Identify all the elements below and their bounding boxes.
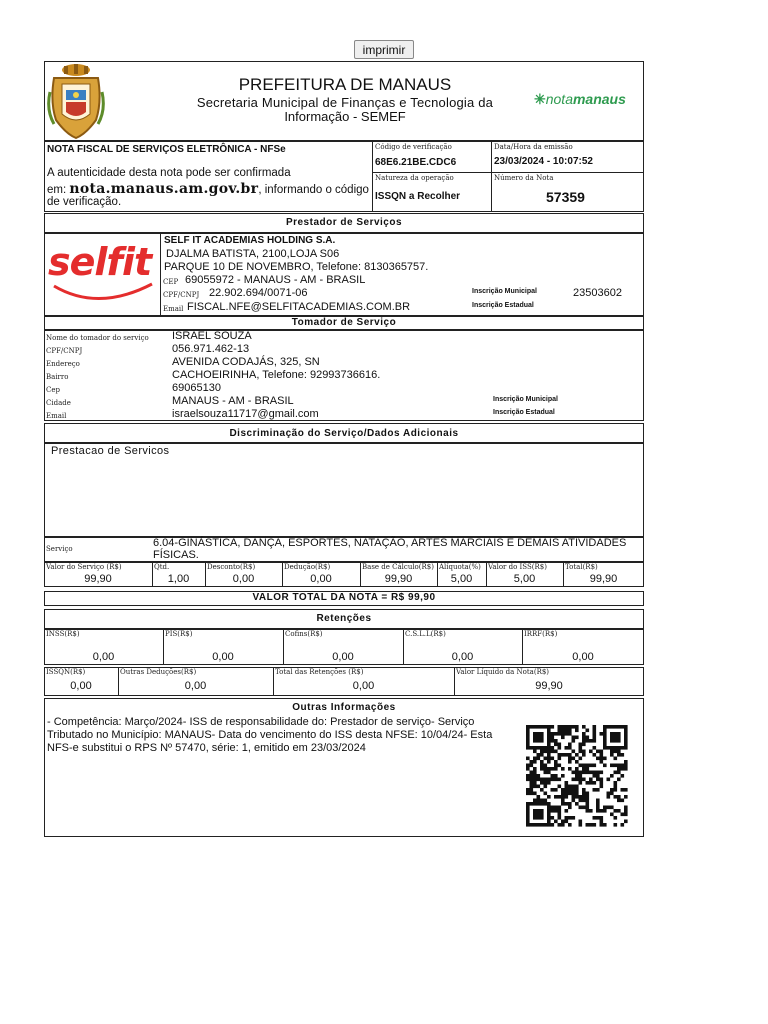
value-cell-label: Total(R$) [565, 563, 598, 571]
value-cell-value: 0,00 [232, 573, 255, 585]
provider-municipal-value: 23503602 [573, 287, 622, 299]
brand-suffix: manaus [572, 91, 626, 107]
verification-code-label: Código de verificação [375, 143, 452, 151]
retention-cell-label: Cofins(R$) [285, 630, 323, 638]
taker-municipal-label: Inscrição Municipal [493, 396, 558, 403]
note-number-label: Número da Nota [494, 174, 554, 182]
divider [372, 172, 644, 173]
taker-field-label: Endereço [46, 360, 80, 368]
value-cell-label: Valor do Serviço (R$) [46, 563, 122, 571]
value-cell-value: 99,90 [589, 573, 618, 585]
retention-cell-label: Outras Deduções(R$) [120, 668, 197, 676]
taker-field-label: Email [46, 412, 67, 420]
verification-code-value: 68E6.21BE.CDC6 [375, 157, 457, 168]
retention-cell-value: 0,00 [332, 651, 354, 663]
total-note-value: VALOR TOTAL DA NOTA = R$ 99,90 [252, 592, 436, 603]
other-info-line-1: - Competência: Março/2024- ISS de responsabilidade do: Prestador de serviço- Serviço [47, 716, 475, 728]
print-button[interactable]: imprimir [354, 40, 414, 59]
brand-prefix: nota [545, 91, 573, 107]
provider-email-value: FISCAL.NFE@SELFITACADEMIAS.COM.BR [187, 301, 411, 313]
auth-line-2 [47, 181, 369, 197]
retention-cell-label: Valor Líquido da Nota(R$) [456, 668, 550, 676]
auth-line-1: A autenticidade desta nota pode ser confirmada [47, 167, 291, 179]
taker-field-label: CPF/CNPJ [46, 347, 83, 355]
other-info-line-2: Tributado no Município: MANAUS- Data do vencimento do ISS desta NFSE: 10/04/24- Esta [47, 729, 493, 741]
retention-cell-value: 0,00 [352, 680, 375, 692]
value-cell-label: Alíquota(%) [439, 563, 481, 571]
emission-date-value: 23/03/2024 - 10:07:52 [494, 156, 593, 167]
retention-cell-value: 0,00 [70, 680, 92, 692]
taker-field-label: Cidade [46, 399, 71, 407]
retentions-section-title: Retenções [316, 613, 372, 624]
other-info-line-3: NFS-e substitui o RPS Nº 57470, série: 1, emitido em 23/03/2024 [47, 742, 366, 754]
taker-field-value: 056.971.462-13 [172, 343, 250, 355]
taker-field-value: CACHOEIRINHA, Telefone: 92993736616. [172, 369, 381, 381]
retention-cell-value: 0,00 [212, 651, 234, 663]
page-title: PREFEITURA DE MANAUS [238, 75, 452, 94]
description-text: Prestacao de Servicos [51, 445, 170, 457]
auth-prefix: em: [47, 184, 70, 196]
divider [160, 233, 161, 316]
retention-cell-label: ISSQN(R$) [46, 668, 86, 676]
taker-field-label: Nome do tomador do serviço [46, 334, 149, 342]
retention-cell-label: INSS(R$) [46, 630, 80, 638]
provider-cpf-value: 22.902.694/0071-06 [209, 287, 308, 299]
retention-cell-value: 0,00 [184, 680, 207, 692]
value-cell-value: 5,00 [513, 573, 536, 585]
provider-logo [48, 240, 158, 312]
retention-cell-label: IRRF(R$) [524, 630, 558, 638]
provider-cep-value: 69055972 - MANAUS - AM - BRASIL [185, 274, 366, 286]
retention-cell-label: C.S.L.L(R$) [405, 630, 446, 638]
provider-name: SELF IT ACADEMIAS HOLDING S.A. [164, 235, 336, 246]
provider-state-label: Inscrição Estadual [472, 302, 534, 309]
other-section-title: Outras Informações [292, 702, 396, 713]
retention-cell-value: 99,90 [535, 680, 563, 692]
emission-date-label: Data/Hora da emissão [494, 143, 573, 151]
taker-field-value: MANAUS - AM - BRASIL [172, 395, 294, 407]
service-label: Serviço [46, 545, 73, 553]
auth-line-3: de verificação. [47, 196, 122, 208]
provider-email-label: Email [163, 305, 184, 313]
taker-section-title: Tomador de Serviço [291, 317, 397, 328]
taker-field-value: ISRAEL SOUZA [172, 330, 252, 342]
taker-field-label: Bairro [46, 373, 69, 381]
coat-of-arms-icon [46, 62, 106, 140]
auth-suffix: , informando o código [258, 184, 369, 196]
divider [372, 141, 373, 212]
value-cell-value: 99,90 [84, 573, 112, 585]
auth-site-link[interactable]: nota.manaus.am.gov.br [69, 181, 259, 197]
note-number-value: 57359 [546, 189, 585, 205]
header-subtitle-2: Informação - SEMEF [284, 109, 406, 124]
value-cell-value: 5,00 [450, 573, 473, 585]
value-cell-label: Qtd. [154, 563, 170, 571]
header-subtitle-1: Secretaria Municipal de Finanças e Tecnologia da [196, 95, 494, 110]
value-cell-value: 0,00 [310, 573, 332, 585]
retention-cell-label: Total das Retenções (R$) [275, 668, 364, 676]
value-cell-label: Dedução(R$) [284, 563, 331, 571]
qr-code-icon [526, 725, 630, 827]
taker-field-value: 69065130 [172, 382, 221, 394]
description-box [44, 443, 644, 537]
provider-address-1: DJALMA BATISTA, 2100,LOJA S06 [166, 248, 340, 260]
brand-star-icon: ✳ [534, 91, 546, 107]
provider-address-2: PARQUE 10 DE NOVEMBRO, Telefone: 8130365757. [164, 261, 429, 273]
divider [491, 141, 492, 212]
nfse-title: NOTA FISCAL DE SERVIÇOS ELETRÔNICA - NFSe [47, 144, 286, 155]
provider-cpf-label: CPF/CNPJ [163, 291, 200, 299]
value-cell-label: Valor do ISS(R$) [488, 563, 547, 571]
service-line-2: FÍSICAS. [153, 549, 199, 561]
nature-label: Natureza da operação [375, 174, 454, 182]
nature-value: ISSQN a Recolher [375, 191, 461, 202]
value-cell-label: Base de Cálculo(R$) [362, 563, 434, 571]
taker-field-label: Cep [46, 386, 60, 394]
provider-logo-text: selfit [48, 240, 152, 284]
provider-cep-label: CEP [163, 278, 179, 286]
value-cell-label: Desconto(R$) [207, 563, 256, 571]
taker-state-label: Inscrição Estadual [493, 409, 555, 416]
description-section-title: Discriminação do Serviço/Dados Adicionais [229, 428, 459, 439]
retention-cell-value: 0,00 [451, 651, 474, 663]
taker-field-value: israelsouza11717@gmail.com [172, 408, 319, 420]
value-cell-value: 99,90 [384, 573, 413, 585]
value-cell-value: 1,00 [167, 573, 190, 585]
taker-field-value: AVENIDA CODAJÁS, 325, SN [172, 356, 320, 368]
notamanaus-logo [534, 91, 626, 108]
service-line-1: 6.04-GINÁSTICA, DANÇA, ESPORTES, NATAÇÃO, ARTES MARCIAIS E DEMAIS ATIVIDADES [153, 537, 627, 549]
retention-cell-value: 0,00 [92, 651, 115, 663]
swoosh-icon [48, 282, 158, 308]
retention-cell-label: PIS(R$) [165, 630, 193, 638]
provider-municipal-label: Inscrição Municipal [472, 288, 537, 295]
retention-cell-value: 0,00 [572, 651, 594, 663]
provider-section-title: Prestador de Serviços [285, 217, 403, 228]
